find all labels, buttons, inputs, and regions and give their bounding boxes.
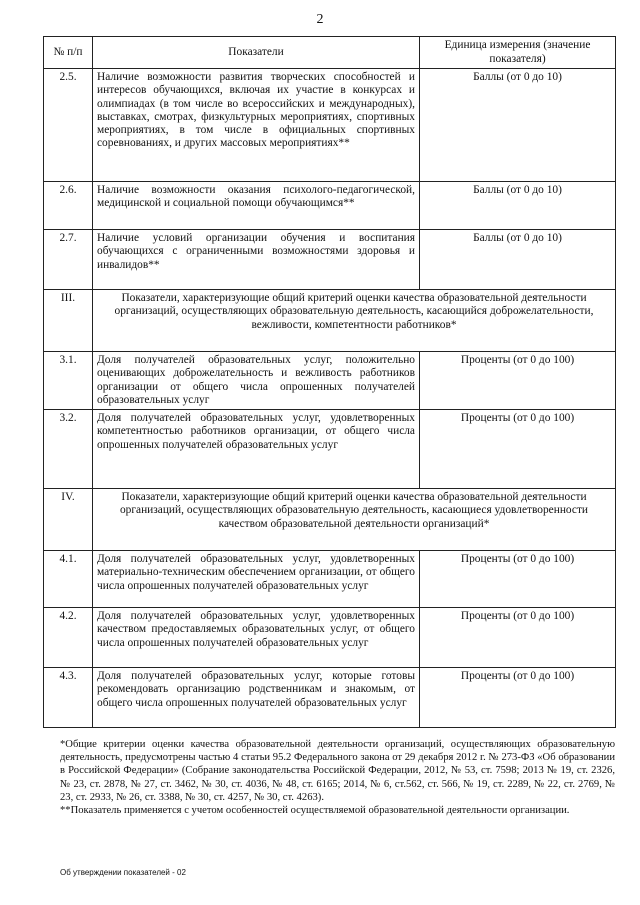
table-row bbox=[44, 551, 616, 608]
row-indicator-text: Наличие возможности развития творческих способностей и интересов обучающихся, включая их участие в конкурсах и олимпиадах (в том числе во всероссийских и международных), выставках, смотрах, физкультурных мероприятиях, спортивных мероприятиях, в том числе в официальных спортивных соревнованиях, и других массовых мероприятиях** bbox=[93, 69, 420, 182]
row-unit: Проценты (от 0 до 100) bbox=[420, 352, 616, 410]
section-row bbox=[44, 290, 616, 352]
table-row bbox=[44, 69, 616, 182]
footnote-general-criteria: *Общие критерии оценки качества образовательной деятельности организаций, осуществляющих образовательную деятельность, предусмотрены частью 4 статьи 95.2 Федерального закона от 29 декабря 2012 г. № 273-ФЗ «Об образовании в Российской Федерации» (Собрание законодательства Российской Федерации, 2012, № 53, ст. 7598; 2013 № 19, ст. 2326, № 23, ст. 2878, № 27, ст. 3462, № 30, ст. 4036, № 48, ст. 6165; 2014, № 6, ст.562, ст. 566, № 19, ст. 2289, № 22, ст. 2769, № 23, ст. 2933, № 26, ст. 3388, № 30, ст. 4257, № 30, ст. 4263). bbox=[60, 739, 615, 803]
row-number: 2.7. bbox=[44, 230, 93, 290]
row-indicator-text: Доля получателей образовательных услуг, удовлетворенных материально-техническим обеспечением организации, от общего числа опрошенных получателей образовательных услуг bbox=[93, 551, 420, 608]
row-indicator-text: Доля получателей образовательных услуг, удовлетворенных компетентностью работников организации, от общего числа опрошенных получателей образовательных услуг bbox=[93, 410, 420, 489]
section-number: IV. bbox=[44, 489, 93, 551]
row-unit: Проценты (от 0 до 100) bbox=[420, 410, 616, 489]
row-indicator-text: Доля получателей образовательных услуг, положительно оценивающих доброжелательность и вежливость работников организации от общего числа опрошенных получателей образовательных услуг bbox=[93, 352, 420, 410]
row-unit: Проценты (от 0 до 100) bbox=[420, 668, 616, 728]
row-indicator-text: Наличие условий организации обучения и воспитания обучающихся с ограниченными возможностями здоровья и инвалидов** bbox=[93, 230, 420, 290]
row-unit: Баллы (от 0 до 10) bbox=[420, 69, 616, 182]
table-row bbox=[44, 410, 616, 489]
row-number: 2.6. bbox=[44, 182, 93, 230]
header-num: № п/п bbox=[44, 37, 93, 69]
section-title: Показатели, характеризующие общий критерий оценки качества образовательной деятельности организаций, осуществляющих образовательную деятельность, касающийся доброжелательности, вежливости, компетентности работников* bbox=[93, 290, 616, 352]
header-indicator: Показатели bbox=[93, 37, 420, 69]
row-unit: Проценты (от 0 до 100) bbox=[420, 551, 616, 608]
row-indicator-text: Доля получателей образовательных услуг, удовлетворенных качеством предоставляемых образовательных услуг, от общего числа опрошенных получателей образовательных услуг bbox=[93, 608, 420, 668]
row-indicator-text: Наличие возможности оказания психолого-педагогической, медицинской и социальной помощи обучающимся** bbox=[93, 182, 420, 230]
footnotes bbox=[60, 738, 615, 817]
document-footer: Об утверждении показателей - 02 bbox=[60, 868, 186, 877]
page-number: 2 bbox=[316, 12, 324, 27]
section-title: Показатели, характеризующие общий критерий оценки качества образовательной деятельности организаций, осуществляющих образовательную деятельность, касающиеся удовлетворенности качеством образовательной деятельности организаций* bbox=[93, 489, 616, 551]
row-number: 3.2. bbox=[44, 410, 93, 489]
table-row bbox=[44, 230, 616, 290]
table-row bbox=[44, 668, 616, 728]
table-row bbox=[44, 182, 616, 230]
row-number: 4.3. bbox=[44, 668, 93, 728]
row-number: 4.2. bbox=[44, 608, 93, 668]
row-unit: Баллы (от 0 до 10) bbox=[420, 230, 616, 290]
row-number: 4.1. bbox=[44, 551, 93, 608]
row-unit: Баллы (от 0 до 10) bbox=[420, 182, 616, 230]
table-row bbox=[44, 608, 616, 668]
header-unit: Единица измерения (значение показателя) bbox=[420, 37, 616, 69]
footnote-indicator-applicability: **Показатель применяется с учетом особенностей осуществляемой образовательной деятельности организации. bbox=[60, 805, 570, 817]
table-header-row bbox=[44, 37, 616, 69]
indicators-table bbox=[43, 36, 616, 728]
row-number: 2.5. bbox=[44, 69, 93, 182]
table-row bbox=[44, 352, 616, 410]
section-row bbox=[44, 489, 616, 551]
section-number: III. bbox=[44, 290, 93, 352]
row-unit: Проценты (от 0 до 100) bbox=[420, 608, 616, 668]
row-indicator-text: Доля получателей образовательных услуг, которые готовы рекомендовать организацию родственникам и знакомым, от общего числа опрошенных получателей образовательных услуг bbox=[93, 668, 420, 728]
row-number: 3.1. bbox=[44, 352, 93, 410]
